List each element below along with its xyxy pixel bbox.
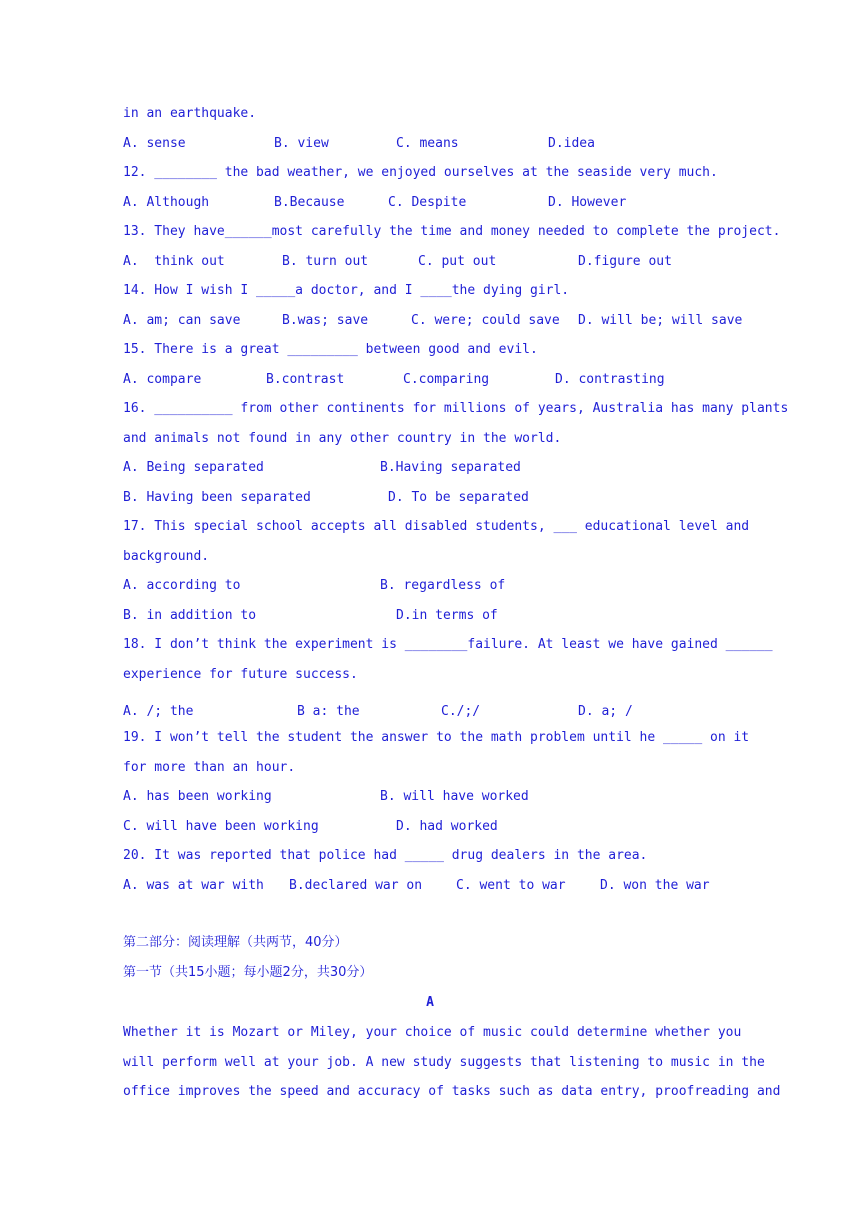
question-20: 20. It was reported that police had _____ drug dealers in the area. [123, 848, 648, 863]
option-c: C. means [396, 136, 459, 151]
option-a: A. think out [123, 254, 225, 269]
option-d: D.figure out [578, 254, 672, 269]
section-heading-sec1: 第一节（共15小题；每小题2分，共30分） [123, 965, 373, 980]
option-d: D. had worked [396, 819, 498, 834]
option-a: A. Although [123, 195, 210, 210]
option-a: A. according to [123, 578, 241, 593]
option-d: D. To be separated [388, 490, 529, 505]
passage-line-2: will perform well at your job. A new study suggests that listening to music in the [123, 1055, 765, 1070]
option-b: B. regardless of [380, 578, 506, 593]
question-18-line-2: experience for future success. [123, 667, 358, 682]
question-12: 12. ________ the bad weather, we enjoyed ourselves at the seaside very much. [123, 165, 718, 180]
option-a: A. has been working [123, 789, 272, 804]
passage-line-1: Whether it is Mozart or Miley, your choice of music could determine whether you [123, 1025, 742, 1040]
section-heading-part2: 第二部分：阅读理解（共两节，40分） [123, 935, 348, 950]
question-14: 14. How I wish I _____a doctor, and I ____the dying girl. [123, 283, 570, 298]
question-16-line-1: 16. __________ from other continents for millions of years, Australia has many plants [123, 401, 789, 416]
option-d: D.in terms of [396, 608, 498, 623]
question-18-line-1: 18. I don’t think the experiment is ________failure. At least we have gained ______ [123, 637, 773, 652]
option-b: B. view [274, 136, 329, 151]
question-17-line-1: 17. This special school accepts all disabled students, ___ educational level and [123, 519, 750, 534]
option-a: A. Being separated [123, 460, 264, 475]
option-c: C. Despite [388, 195, 467, 210]
option-b: B.declared war on [289, 878, 423, 893]
option-a: A. compare [123, 372, 202, 387]
option-c: C. will have been working [123, 819, 319, 834]
option-d: D. will be; will save [578, 313, 743, 328]
option-c: B. Having been separated [123, 490, 311, 505]
option-b: B.was; save [282, 313, 369, 328]
option-c: C. were; could save [411, 313, 560, 328]
option-b: B.Because [274, 195, 345, 210]
option-a: A. am; can save [123, 313, 241, 328]
option-a: A. sense [123, 136, 186, 151]
option-d: D. a; / [578, 704, 633, 719]
option-c: C. went to war [456, 878, 566, 893]
passage-line-3: office improves the speed and accuracy of tasks such as data entry, proofreading and [123, 1084, 781, 1099]
question-11-tail: in an earthquake. [123, 106, 257, 121]
option-b: B. turn out [282, 254, 369, 269]
question-13: 13. They have______most carefully the time and money needed to complete the project. [123, 224, 781, 239]
option-d: D. contrasting [555, 372, 665, 387]
option-b: B.Having separated [380, 460, 521, 475]
option-c: C. put out [418, 254, 497, 269]
question-17-line-2: background. [123, 549, 210, 564]
option-d: D.idea [548, 136, 595, 151]
option-a: A. was at war with [123, 878, 264, 893]
option-c: C.comparing [403, 372, 490, 387]
question-15: 15. There is a great _________ between good and evil. [123, 342, 538, 357]
question-19-line-2: for more than an hour. [123, 760, 296, 775]
question-16-line-2: and animals not found in any other country in the world. [123, 431, 562, 446]
option-b: B a: the [297, 704, 360, 719]
option-b: B.contrast [266, 372, 345, 387]
option-d: D. However [548, 195, 627, 210]
option-a: A. /; the [123, 704, 194, 719]
passage-label: A [426, 995, 434, 1010]
option-c: C./;/ [441, 704, 481, 719]
question-19-line-1: 19. I won’t tell the student the answer to the math problem until he _____ on it [123, 730, 750, 745]
option-b: B. will have worked [380, 789, 529, 804]
option-c: B. in addition to [123, 608, 257, 623]
option-d: D. won the war [600, 878, 710, 893]
